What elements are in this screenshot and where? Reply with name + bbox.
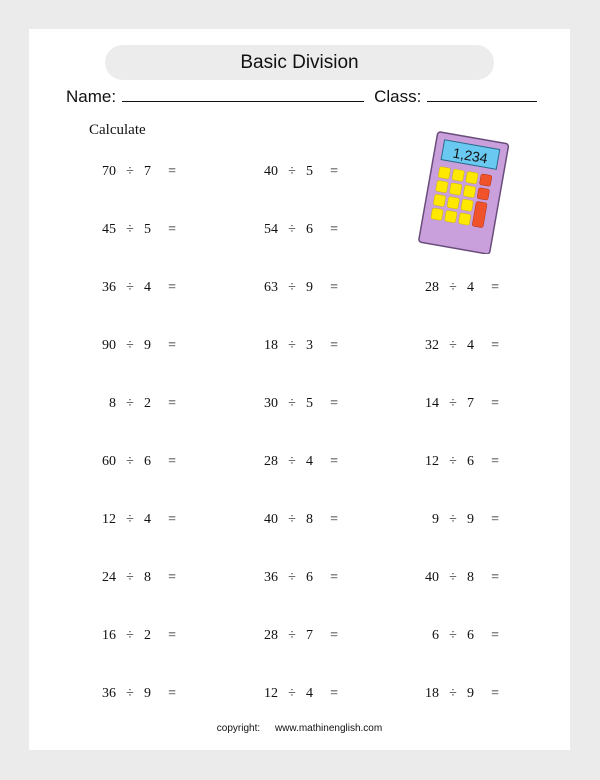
division-problem — [96, 686, 176, 702]
divisor: 2 — [144, 396, 151, 411]
division-problem — [258, 396, 338, 412]
equals-sign: = — [330, 454, 338, 469]
divide-sign: ÷ — [288, 338, 296, 353]
dividend: 12 — [425, 454, 439, 469]
divisor: 4 — [467, 338, 474, 353]
divisor: 3 — [306, 338, 313, 353]
divide-sign: ÷ — [126, 164, 134, 179]
dividend: 40 — [264, 164, 278, 179]
dividend: 8 — [109, 396, 116, 411]
divisor: 9 — [467, 512, 474, 527]
dividend: 9 — [432, 512, 439, 527]
dividend: 60 — [102, 454, 116, 469]
divide-sign: ÷ — [126, 280, 134, 295]
equals-sign: = — [168, 280, 176, 295]
divisor: 6 — [467, 628, 474, 643]
equals-sign: = — [491, 686, 499, 701]
divide-sign: ÷ — [288, 222, 296, 237]
dividend: 28 — [264, 628, 278, 643]
division-problem — [96, 512, 176, 528]
division-problem — [419, 280, 499, 296]
dividend: 32 — [425, 338, 439, 353]
dividend: 40 — [264, 512, 278, 527]
dividend: 28 — [425, 280, 439, 295]
dividend: 18 — [425, 686, 439, 701]
divisor: 4 — [306, 686, 313, 701]
dividend: 45 — [102, 222, 116, 237]
equals-sign: = — [330, 686, 338, 701]
dividend: 28 — [264, 454, 278, 469]
divide-sign: ÷ — [288, 454, 296, 469]
divide-sign: ÷ — [449, 454, 457, 469]
division-problem — [258, 164, 338, 180]
division-problem — [419, 686, 499, 702]
divisor: 2 — [144, 628, 151, 643]
divide-sign: ÷ — [449, 338, 457, 353]
equals-sign: = — [330, 396, 338, 411]
divide-sign: ÷ — [288, 164, 296, 179]
dividend: 18 — [264, 338, 278, 353]
divide-sign: ÷ — [126, 396, 134, 411]
divisor: 7 — [467, 396, 474, 411]
dividend: 90 — [102, 338, 116, 353]
divisor: 8 — [306, 512, 313, 527]
equals-sign: = — [491, 396, 499, 411]
equals-sign: = — [330, 628, 338, 643]
dividend: 36 — [264, 570, 278, 585]
division-problem — [258, 686, 338, 702]
divisor: 4 — [306, 454, 313, 469]
dividend: 36 — [102, 686, 116, 701]
equals-sign: = — [330, 338, 338, 353]
division-problem — [258, 338, 338, 354]
dividend: 36 — [102, 280, 116, 295]
division-problem — [419, 454, 499, 470]
divisor: 8 — [467, 570, 474, 585]
division-problem — [258, 454, 338, 470]
dividend: 24 — [102, 570, 116, 585]
name-field[interactable] — [122, 87, 364, 102]
divisor: 6 — [144, 454, 151, 469]
divisor: 9 — [467, 686, 474, 701]
equals-sign: = — [491, 280, 499, 295]
footer — [29, 723, 570, 734]
equals-sign: = — [168, 222, 176, 237]
division-problem — [258, 222, 338, 238]
division-problem — [96, 222, 176, 238]
divide-sign: ÷ — [288, 396, 296, 411]
divide-sign: ÷ — [126, 686, 134, 701]
equals-sign: = — [491, 338, 499, 353]
divide-sign: ÷ — [126, 338, 134, 353]
divide-sign: ÷ — [449, 570, 457, 585]
equals-sign: = — [491, 454, 499, 469]
calculator-icon — [414, 129, 514, 254]
divisor: 8 — [144, 570, 151, 585]
divide-sign: ÷ — [126, 512, 134, 527]
divide-sign: ÷ — [288, 686, 296, 701]
equals-sign: = — [330, 512, 338, 527]
divisor: 6 — [306, 570, 313, 585]
worksheet-page — [29, 29, 570, 750]
divisor: 5 — [144, 222, 151, 237]
divisor: 9 — [144, 338, 151, 353]
divide-sign: ÷ — [449, 280, 457, 295]
division-problem — [96, 280, 176, 296]
divide-sign: ÷ — [449, 396, 457, 411]
divisor: 5 — [306, 164, 313, 179]
equals-sign: = — [168, 164, 176, 179]
divide-sign: ÷ — [288, 512, 296, 527]
divisor: 4 — [144, 280, 151, 295]
equals-sign: = — [168, 512, 176, 527]
equals-sign: = — [168, 338, 176, 353]
divisor: 7 — [306, 628, 313, 643]
divisor: 6 — [467, 454, 474, 469]
divide-sign: ÷ — [126, 628, 134, 643]
division-problem — [419, 396, 499, 412]
divide-sign: ÷ — [126, 222, 134, 237]
page-title: Basic Division — [105, 45, 494, 80]
class-label: Class: — [374, 87, 422, 106]
division-problem — [419, 512, 499, 528]
divisor: 6 — [306, 222, 313, 237]
equals-sign: = — [330, 222, 338, 237]
dividend: 40 — [425, 570, 439, 585]
dividend: 6 — [432, 628, 439, 643]
equals-sign: = — [168, 396, 176, 411]
division-problem — [96, 454, 176, 470]
dividend: 63 — [264, 280, 278, 295]
divide-sign: ÷ — [449, 686, 457, 701]
divide-sign: ÷ — [288, 570, 296, 585]
division-problem — [96, 164, 176, 180]
divisor: 4 — [144, 512, 151, 527]
division-problem — [258, 280, 338, 296]
equals-sign: = — [330, 570, 338, 585]
divisor: 5 — [306, 396, 313, 411]
divide-sign: ÷ — [449, 628, 457, 643]
divide-sign: ÷ — [126, 570, 134, 585]
dividend: 12 — [264, 686, 278, 701]
equals-sign: = — [168, 570, 176, 585]
division-problem — [96, 338, 176, 354]
name-label: Name: — [66, 87, 117, 106]
dividend: 54 — [264, 222, 278, 237]
equals-sign: = — [491, 570, 499, 585]
division-problem — [96, 396, 176, 412]
divisor: 9 — [144, 686, 151, 701]
equals-sign: = — [168, 454, 176, 469]
calculator-display: 1,234 — [451, 144, 489, 167]
equals-sign: = — [168, 628, 176, 643]
division-problem — [96, 628, 176, 644]
division-problem — [96, 570, 176, 586]
division-problem — [419, 628, 499, 644]
copyright-url: www.mathinenglish.com — [274, 723, 383, 734]
dividend: 30 — [264, 396, 278, 411]
division-problem — [419, 570, 499, 586]
divide-sign: ÷ — [449, 512, 457, 527]
copyright-label: copyright: — [216, 723, 261, 734]
equals-sign: = — [168, 686, 176, 701]
divisor: 9 — [306, 280, 313, 295]
division-problem — [419, 338, 499, 354]
division-problem — [258, 512, 338, 528]
divide-sign: ÷ — [126, 454, 134, 469]
division-problem — [258, 628, 338, 644]
class-field[interactable] — [427, 87, 537, 102]
divide-sign: ÷ — [288, 280, 296, 295]
name-class-row — [66, 87, 537, 107]
division-problem — [258, 570, 338, 586]
divide-sign: ÷ — [288, 628, 296, 643]
divisor: 7 — [144, 164, 151, 179]
equals-sign: = — [330, 280, 338, 295]
dividend: 16 — [102, 628, 116, 643]
dividend: 70 — [102, 164, 116, 179]
instruction-label: Calculate — [89, 122, 146, 138]
equals-sign: = — [330, 164, 338, 179]
divisor: 4 — [467, 280, 474, 295]
dividend: 14 — [425, 396, 439, 411]
equals-sign: = — [491, 628, 499, 643]
dividend: 12 — [102, 512, 116, 527]
equals-sign: = — [491, 512, 499, 527]
